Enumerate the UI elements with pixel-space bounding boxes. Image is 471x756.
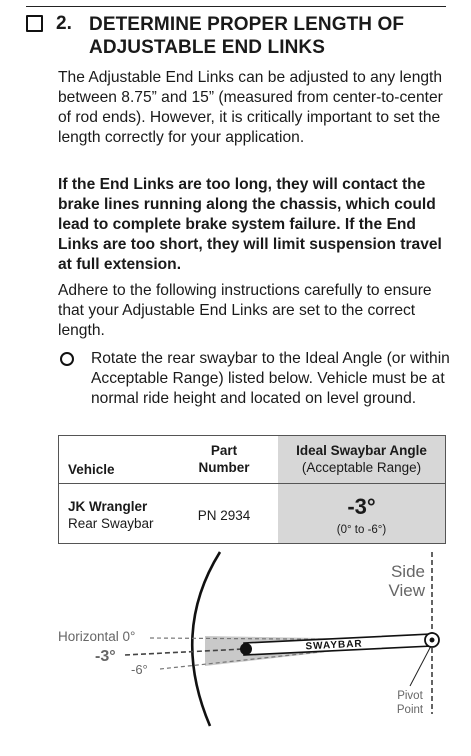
step-number: 2. — [56, 13, 72, 34]
pivot-pointer-line — [410, 644, 432, 686]
warning-paragraph: If the End Links are too long, they will contact the brake lines running along the chassis, which could lead to complete brake system failure. If the End Links are too short, they will limit suspension travel at full extension. — [58, 176, 442, 273]
end-link-mount — [240, 643, 252, 655]
row-vehicle: JK Wrangler — [68, 499, 148, 514]
neg-six-label: -6° — [131, 662, 148, 677]
pivot-label-1: Pivot — [397, 690, 423, 702]
spec-table — [58, 435, 446, 544]
header-part-line1: Part — [210, 443, 238, 458]
bullet-text: Rotate the rear swaybar to the Ideal Angle (or within Acceptable Range) listed below. Vehicle must be at normal ride height and located on level ground. — [91, 350, 450, 407]
side-view-label-2: View — [388, 581, 425, 600]
circle-bullet-icon[interactable] — [60, 352, 74, 366]
row-part-number: PN 2934 — [197, 508, 251, 523]
header-acceptable-range: (Acceptable Range) — [301, 460, 422, 475]
header-vehicle: Vehicle — [68, 462, 115, 477]
swaybar-label: SWAYBAR — [305, 638, 363, 653]
step-title: DETERMINE PROPER LENGTH OF ADJUSTABLE END LINKS — [89, 14, 405, 58]
horizontal-zero-label: Horizontal 0° — [58, 629, 136, 644]
adhere-paragraph: Adhere to the following instructions carefully to ensure that your Adjustable End Links are set to the correct length. — [58, 282, 432, 339]
top-rule — [26, 6, 446, 7]
header-part-number — [189, 442, 259, 476]
swaybar-side-view-diagram — [0, 548, 471, 756]
side-view-label-1: Side — [390, 562, 425, 581]
pivot-label-2: Point — [396, 704, 424, 716]
neg-three-label: -3° — [95, 648, 116, 665]
row-vehicle-sub: Rear Swaybar — [68, 516, 154, 531]
checkbox-icon[interactable] — [26, 15, 43, 32]
row-ideal-angle: -3° — [347, 494, 376, 519]
pivot-center — [430, 638, 435, 643]
row-acceptable-range: (0° to -6°) — [336, 524, 387, 536]
intro-paragraph: The Adjustable End Links can be adjusted to any length between 8.75” and 15” (measured from center-to-center of rod ends). However, it is critically important to set the length correctly for your application. — [58, 69, 443, 146]
table-header-divider — [59, 483, 445, 484]
header-part-line2: Number — [198, 460, 250, 475]
header-ideal-angle: Ideal Swaybar Angle — [296, 443, 427, 458]
